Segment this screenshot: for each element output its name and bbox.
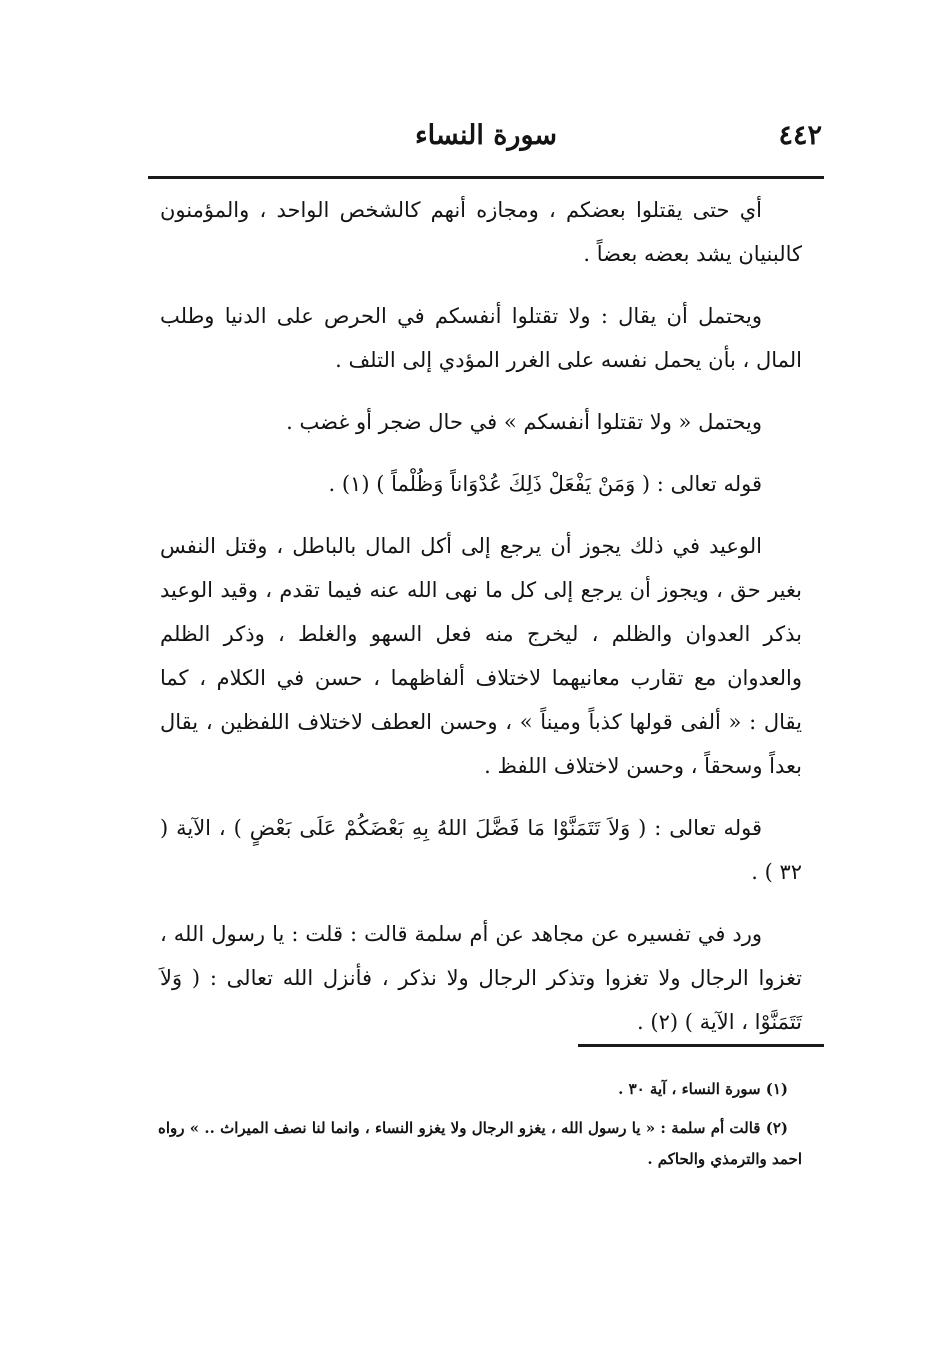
page-number: ٤٤٢	[778, 120, 822, 151]
main-text	[160, 188, 802, 1062]
paragraph: ويحتمل « ولا تقتلوا أنفسكم » في حال ضجر أو غضب .	[286, 410, 762, 434]
paragraph: ويحتمل أن يقال : ولا تقتلوا أنفسكم في الحرص على الدنيا وطلب المال ، بأن يحمل نفسه على الغرر المؤدي إلى التلف .	[160, 304, 802, 372]
footnote: (١) سورة النساء ، آية ٣٠ .	[618, 1080, 788, 1098]
paragraph: الوعيد في ذلك يجوز أن يرجع إلى أكل المال بالباطل ، وقتل النفس بغير حق ، ويجوز أن يرجع إلى كل ما نهى الله عنه فيما تقدم ، وقيد الوعيد بذكر العدوان والظلم ، ليخرج منه فعل السهو والغلط ، وذكر الظلم والعدوان مع تقارب معانيهما لاختلاف ألفاظهما ، حسن في الكلام ، كما يقال : « ألفى قولها كذباً وميناً » ، وحسن العطف لاختلاف اللفظين ، يقال بعداً وسحقاً ، وحسن لاختلاف اللفظ .	[160, 534, 802, 778]
paragraph: قوله تعالى : ( وَلاَ تَتَمَنَّوْا مَا فَضَّلَ اللهُ بِهِ بَعْضَكُمْ عَلَى بَعْضٍ ) ، الآية ( ٣٢ ) .	[160, 816, 802, 884]
page-header	[150, 112, 822, 168]
footnote-rule	[578, 1044, 824, 1047]
paragraph: أي حتى يقتلوا بعضكم ، ومجازه أنهم كالشخص الواحد ، والمؤمنون كالبنيان يشد بعضه بعضاً .	[160, 198, 802, 266]
footnote: (٢) قالت أم سلمة : « يا رسول الله ، يغزو الرجال ولا يغزو النساء ، وانما لنا نصف الميراث .. » رواه احمد والترمذي والحاكم .	[158, 1119, 802, 1168]
surah-title: سورة النساء	[414, 120, 558, 151]
paragraph: ورد في تفسيره عن مجاهد عن أم سلمة قالت : قلت : يا رسول الله ، تغزوا الرجال ولا تغزوا وتذكر الرجال ولا نذكر ، فأنزل الله تعالى : ( وَلاَ تَتَمَنَّوْا ، الآية ) (٢) .	[160, 922, 802, 1034]
paragraph: قوله تعالى : ( وَمَنْ يَفْعَلْ ذَلِكَ عُدْوَاناً وَظُلْماً ) (١) .	[328, 472, 762, 496]
footnotes	[158, 1074, 802, 1183]
header-rule	[148, 176, 824, 179]
